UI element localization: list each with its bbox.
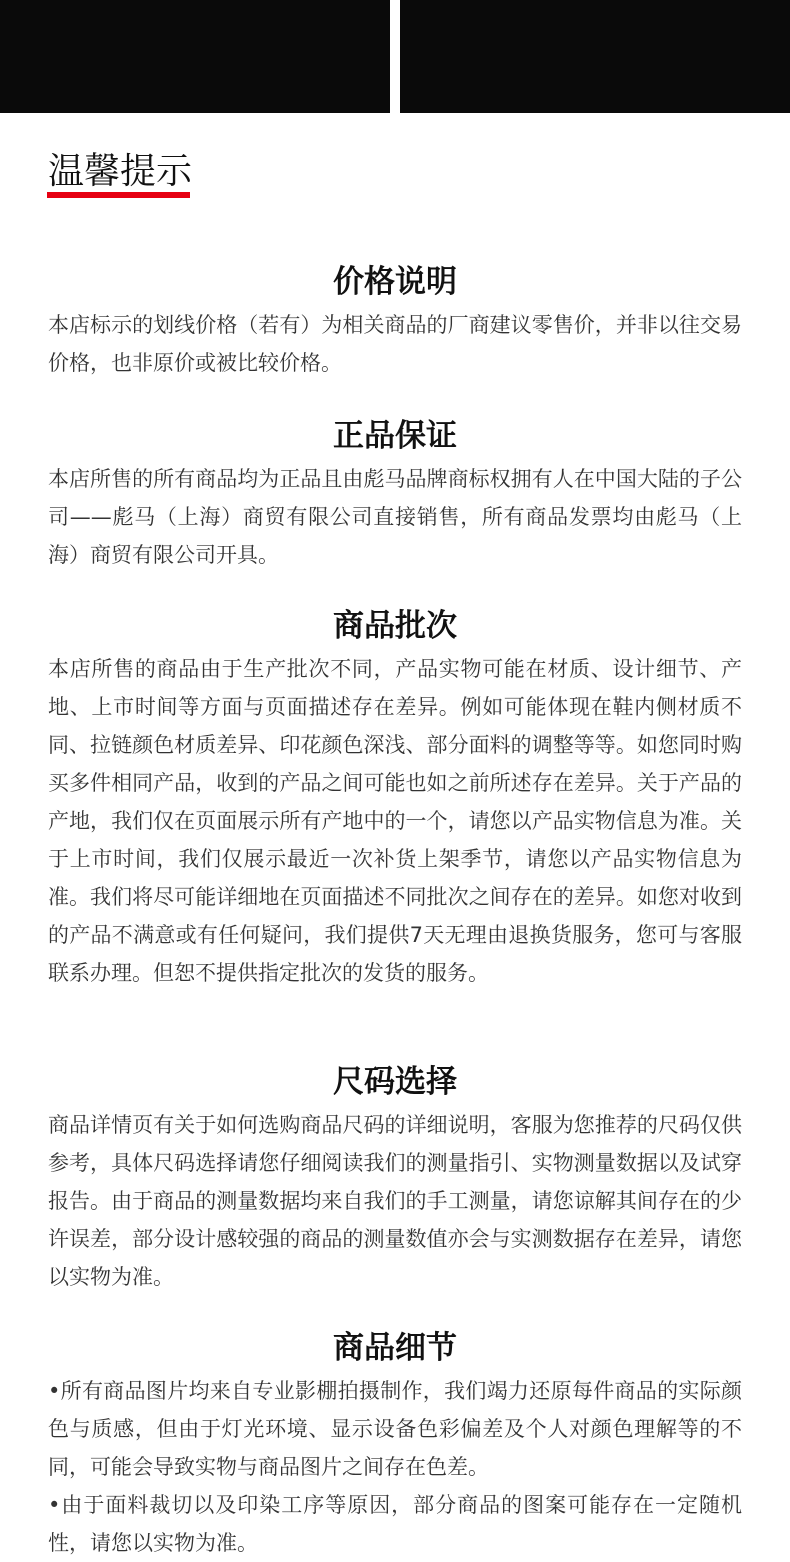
section-heading: 价格说明	[333, 264, 457, 300]
section-heading: 尺码选择	[333, 1064, 457, 1100]
section-authentic	[48, 416, 742, 574]
section-price	[48, 262, 742, 382]
section-paragraph: 本店所售的商品由于生产批次不同，产品实物可能在材质、设计细节、产地、上市时间等方面与页面描述存在差异。例如可能体现在鞋内侧材质不同、拉链颜色材质差异、印花颜色深浅、部分面料的调整等等。如您同时购买多件相同产品，收到的产品之间可能也如之前所述存在差异。关于产品的产地，我们仅在页面展示所有产地中的一个，请您以产品实物信息为准。关于上市时间，我们仅展示最近一次补货上架季节，请您以产品实物信息为准。我们将尽可能详细地在页面描述不同批次之间存在的差异。如您对收到的产品不满意或有任何疑问，我们提供7天无理由退换货服务，您可与客服联系办理。但恕不提供指定批次的发货的服务。	[48, 657, 742, 985]
section-paragraph: 本店所售的所有商品均为正品且由彪马品牌商标权拥有人在中国大陆的子公司——彪马（上海）商贸有限公司直接销售，所有商品发票均由彪马（上海）商贸有限公司开具。	[48, 467, 742, 567]
section-paragraph: 商品详情页有关于如何选购商品尺码的详细说明，客服为您推荐的尺码仅供参考，具体尺码选择请您仔细阅读我们的测量指引、实物测量数据以及试穿报告。由于商品的测量数据均来自我们的手工测量，请您谅解其间存在的少许误差，部分设计感较强的商品的测量数值亦会与实测数据存在差异，请您以实物为准。	[48, 1113, 742, 1289]
notice-title: 温馨提示	[48, 151, 193, 192]
notice-title-underline	[47, 192, 190, 198]
section-batch	[48, 606, 742, 992]
product-photo-left	[0, 0, 390, 113]
section-paragraph: 本店标示的划线价格（若有）为相关商品的厂商建议零售价，并非以往交易价格，也非原价或被比较价格。	[48, 313, 742, 375]
section-details	[48, 1328, 742, 1562]
product-photo-strip	[0, 0, 790, 115]
section-heading: 商品细节	[333, 1330, 457, 1366]
section-size	[48, 1062, 742, 1296]
section-paragraph: •由于面料裁切以及印染工序等原因，部分商品的图案可能存在一定随机性，请您以实物为准。	[48, 1493, 742, 1555]
section-heading: 商品批次	[333, 608, 457, 644]
section-paragraph: •所有商品图片均来自专业影棚拍摄制作，我们竭力还原每件商品的实际颜色与质感，但由于灯光环境、显示设备色彩偏差及个人对颜色理解等的不同，可能会导致实物与商品图片之间存在色差。	[48, 1379, 742, 1479]
product-photo-right	[400, 0, 790, 113]
section-heading: 正品保证	[333, 418, 457, 454]
